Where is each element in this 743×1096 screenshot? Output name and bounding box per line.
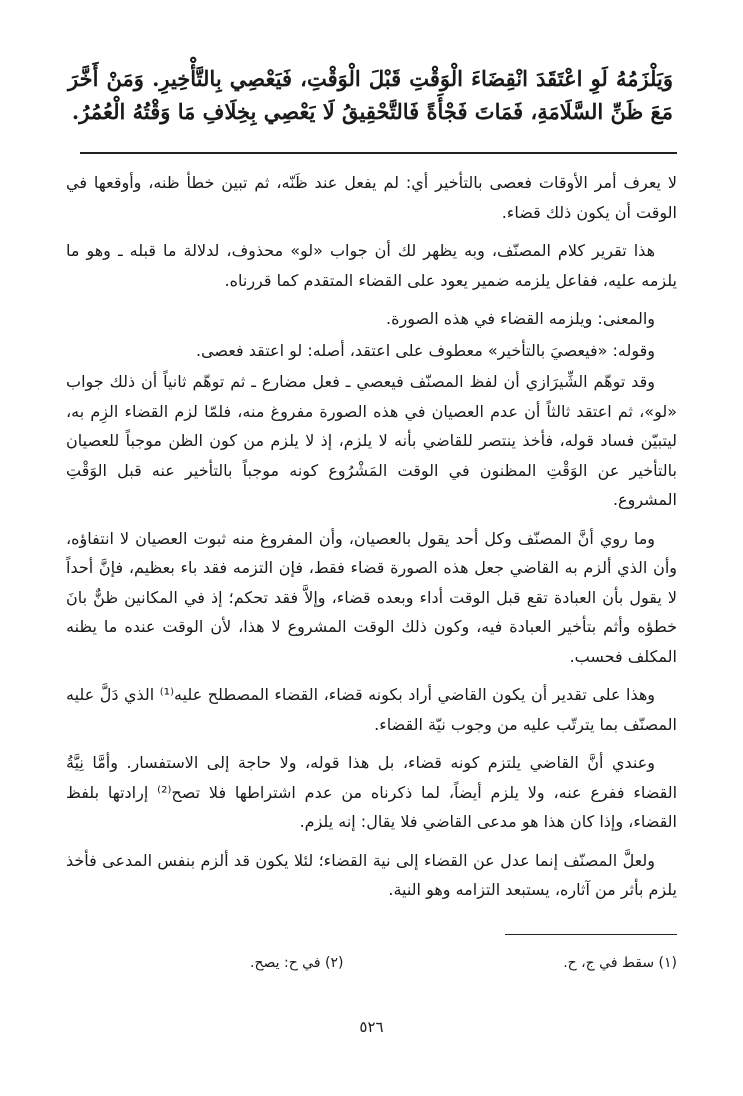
matn-block	[68, 62, 673, 128]
commentary-body	[66, 168, 677, 914]
separator-rule	[80, 152, 677, 154]
footnotes	[250, 955, 677, 971]
commentary-paragraph: وما روي أنَّ المصنّف وكل أحد يقول بالعصيان، وأن المفروغ منه ثبوت العصيان لا انتفاؤه، وأن الذي ألزم به القاضي جعل هذه الصورة قضاء فقط، فإن التزمه فقد باء بعظيم، فإنَّ أحداً لا يقول بأن العبادة تقع قبل الوقت أداء وبعده قضاء، وإلاَّ فقد تحكم؛ إذ في المكانين ظنٌّ بانَ خطؤه وأثم بتأخير العبادة فيه، وكون ذلك الوقت المشروع لا هذا، لأن الوقت عنده ما يظنه المكلف فحسب.	[66, 528, 677, 666]
commentary-paragraph: والمعنى: ويلزمه القضاء في هذه الصورة.	[386, 309, 655, 328]
matn-text: وَيَلْزَمُهُ لَوِ اعْتَقَدَ انْقِضَاءَ الْوَقْتِ قَبْلَ الْوَقْتِ، فَيَعْصِي بِالتَّأْخِيرِ. وَمَنْ أَخَّرَ مَعَ ظَنِّ السَّلَامَةِ، فَمَاتَ فَجْأَةً فَالتَّحْقِيقُ لَا يَعْصِي بِخِلَافِ مَا وَقْتُهُ الْعُمُرُ.	[68, 66, 673, 124]
commentary-paragraph: وقوله: «فيعصيَ بالتأخير» معطوف على اعتقد، أصله: لو اعتقد فعصى.	[195, 340, 655, 360]
footnote-2: (٢) في ح: يصح.	[250, 955, 344, 971]
commentary-paragraph: هذا تقرير كلام المصنّف، وبه يظهر لك أن جواب «لو» محذوف، لدلالة ما قبله ـ وهو ما يلزمه عليه، ففاعل يلزمه ضمير يعود على القضاء المتقدم كما قررناه.	[66, 241, 677, 290]
page-number: ٥٢٦	[359, 1018, 384, 1036]
commentary-paragraph: وقد توهّم الشِّيرَازي أن لفظ المصنّف فيعصي ـ فعل مضارع ـ ثم توهّم ثانياً أن ذلك جواب «لو»، ثم اعتقد ثالثاً أن عدم العصيان في هذه الصورة مفروغ منه، فلمّا لزم القضاء الزِم به، ليتبيّن فساد قوله، فأخذ ينتصر للقاضي بأنه لا يلزم، إذ لا يلزم من كون الظن موجباً للعصيان بالتأخير عن الوَقْتِ المظنون في الوقت المَشْرُوع كونه موجباً بالتأخير عنه قبل الوَقْتِ المشروع.	[66, 372, 677, 509]
footnote-rule	[505, 934, 677, 935]
commentary-paragraph: لا يعرف أمر الأوقات فعصى بالتأخير أي: لم يفعل عند ظَنّه، ثم تبين خطأ ظنه، وأوقعها في الوقت أن يكون ذلك قضاء.	[66, 173, 677, 222]
footnote-1: (١) سقط في ج، ح.	[563, 955, 677, 971]
commentary-paragraph: ولعلَّ المصنّف إنما عدل عن القضاء إلى نية القضاء؛ لئلا يكون قد ألزم بنفس المدعى فأخذ يلزم بأثر من آثاره، يستبعد التزامه وهو النية.	[66, 850, 677, 899]
commentary-paragraph: وهذا على تقدير أن يكون القاضي أراد بكونه قضاء، القضاء المصطلح عليه⁽¹⁾ الذي دَلَّ عليه المصنّف بما يترتّب عليه من وجوب نيّة القضاء.	[66, 685, 677, 734]
commentary-paragraph: وعندي أنَّ القاضي يلتزم كونه قضاء، بل هذا قوله، ولا حاجة إلى الاستفسار. وأمَّا نِيَّةُ القضاء ففرع عنه، ولا يلزم أيضاً، لما ذكرناه من عدم اشتراطها فلا تصح⁽²⁾ إرادتها بلفظ القضاء، وإذا كان هذا هو مدعى القاضي فلا يقال: إنه يلزم.	[66, 753, 678, 831]
